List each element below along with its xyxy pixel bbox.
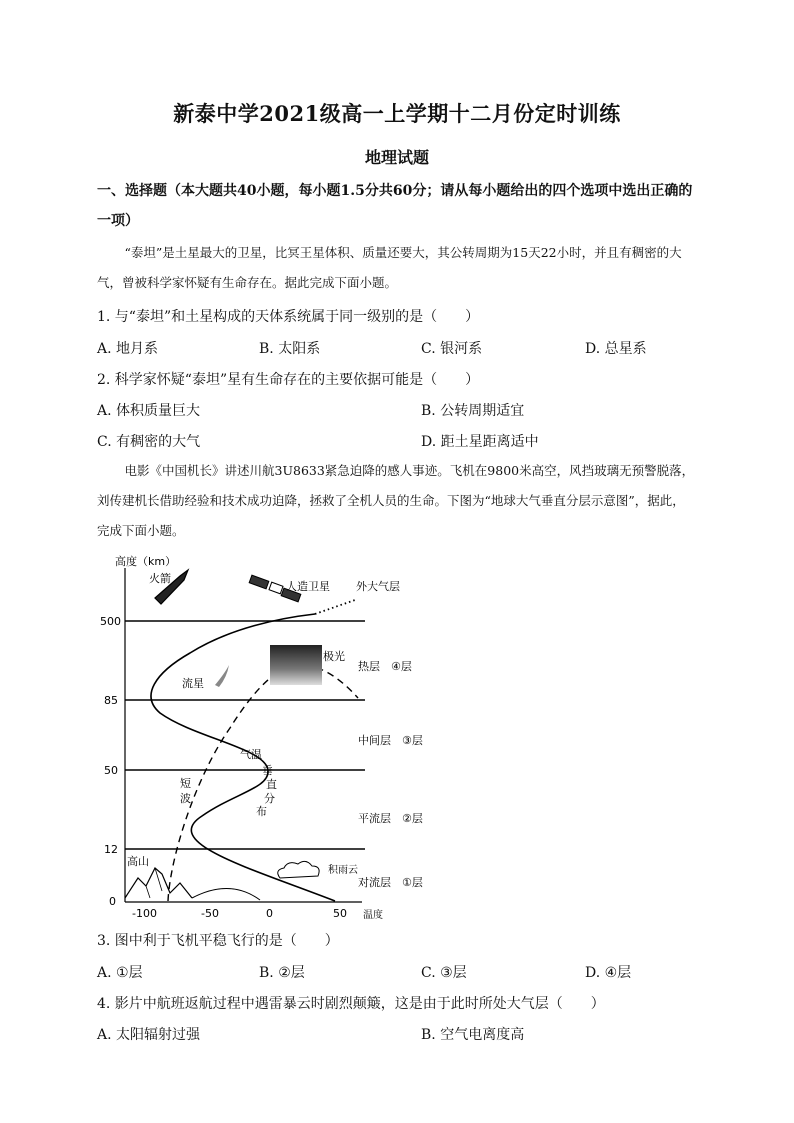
q1-option-a: A. 地月系	[97, 341, 159, 357]
q1-option-b: B. 太阳系	[259, 341, 321, 357]
q3-option-b: B. ②层	[259, 965, 305, 981]
q3-option-c: C. ③层	[421, 965, 467, 981]
q3-option-d: D. ④层	[585, 965, 632, 981]
passage-captain: 电影《中国机长》讲述川航3U8633紧急迫降的感人事迹。飞机在9800米高空，风挡玻璃无预警脱落，刘传建机长借助经验和技术成功迫降，拯救了全机人员的生命。下图为“地球大气垂直分层示意图”，据此，完成下面小题。	[97, 463, 695, 538]
y-tick-0: 0	[109, 895, 116, 908]
q1-option-c: C. 银河系	[421, 341, 483, 357]
label-thermosphere: 热层 ④层	[358, 660, 412, 673]
q2-option-b: B. 公转周期适宜	[421, 403, 525, 419]
y-tick-50: 50	[104, 764, 118, 777]
cumulonimbus-cloud-icon	[278, 861, 319, 878]
label-cloud: 积雨云	[328, 865, 358, 876]
question-3-stem: 3. 图中利于飞机平稳飞行的是（ ）	[97, 933, 339, 949]
label-rocket: 火箭	[149, 572, 171, 585]
y-tick-500: 500	[100, 615, 121, 628]
aurora-image	[270, 645, 322, 685]
x-axis-label: 温度	[363, 910, 383, 921]
temperature-curve-outer	[315, 600, 355, 614]
label-mesosphere: 中间层 ③层	[358, 734, 423, 747]
label-satellite: 人造卫星	[286, 580, 330, 593]
x-tick-50: 50	[333, 907, 347, 920]
label-meteor: 流星	[182, 677, 204, 690]
q2-option-c: C. 有稠密的大气	[97, 434, 201, 450]
x-tick-0: 0	[266, 907, 273, 920]
q4-option-a: A. 太阳辐射过强	[97, 1027, 201, 1043]
label-aurora: 极光	[323, 650, 345, 663]
q2-option-d: D. 距土星距离适中	[421, 434, 539, 450]
label-shortwave-2: 波	[180, 792, 191, 805]
atmosphere-layers-figure	[100, 548, 460, 928]
label-temp-curve-1: 气温	[240, 748, 262, 761]
q3-option-a: A. ①层	[97, 965, 143, 981]
y-axis-label: 高度（km）	[115, 555, 177, 568]
meteor-icon	[215, 665, 229, 687]
question-1-stem: 1. 与“泰坦”和土星构成的天体系统属于同一级别的是（ ）	[97, 309, 480, 325]
label-temp-curve-3: 直	[266, 778, 277, 791]
x-tick-neg100: -100	[132, 907, 157, 920]
mountain-icon	[125, 868, 192, 898]
label-temp-curve-4: 分	[264, 792, 275, 805]
q2-option-a: A. 体积质量巨大	[97, 403, 201, 419]
q4-option-b: B. 空气电离度高	[421, 1027, 525, 1043]
label-shortwave-1: 短	[180, 777, 191, 790]
hill-outline	[192, 888, 260, 900]
y-tick-85: 85	[104, 694, 118, 707]
y-tick-12: 12	[104, 843, 118, 856]
passage-titan: “泰坦”是土星最大的卫星，比冥王星体积、质量还要大，其公转周期为15天22小时，并且有稠密的大气，曾被科学家怀疑有生命存在。据此完成下面小题。	[97, 245, 682, 290]
exam-subject: 地理试题	[364, 148, 429, 167]
x-tick-neg50: -50	[201, 907, 219, 920]
question-2-stem: 2. 科学家怀疑“泰坦”星有生命存在的主要依据可能是（ ）	[97, 372, 480, 388]
question-4-stem: 4. 影片中航班返航过程中遇雷暴云时剧烈颠簸，这是由于此时所处大气层（ ）	[97, 996, 605, 1012]
section-heading: 一、选择题（本大题共40小题，每小题1.5分共60分；请从每小题给出的四个选项中选出正确的一项）	[97, 183, 693, 229]
label-outer-atmosphere: 外大气层	[356, 580, 400, 593]
exam-title: 新泰中学2021级高一上学期十二月份定时训练	[173, 101, 621, 126]
label-mountain: 高山	[127, 855, 149, 868]
label-stratosphere: 平流层 ②层	[358, 812, 423, 825]
label-temp-curve-2: 垂	[262, 764, 273, 777]
q1-option-d: D. 总星系	[585, 341, 647, 357]
label-troposphere: 对流层 ①层	[358, 876, 423, 889]
label-temp-curve-5: 布	[256, 805, 267, 818]
